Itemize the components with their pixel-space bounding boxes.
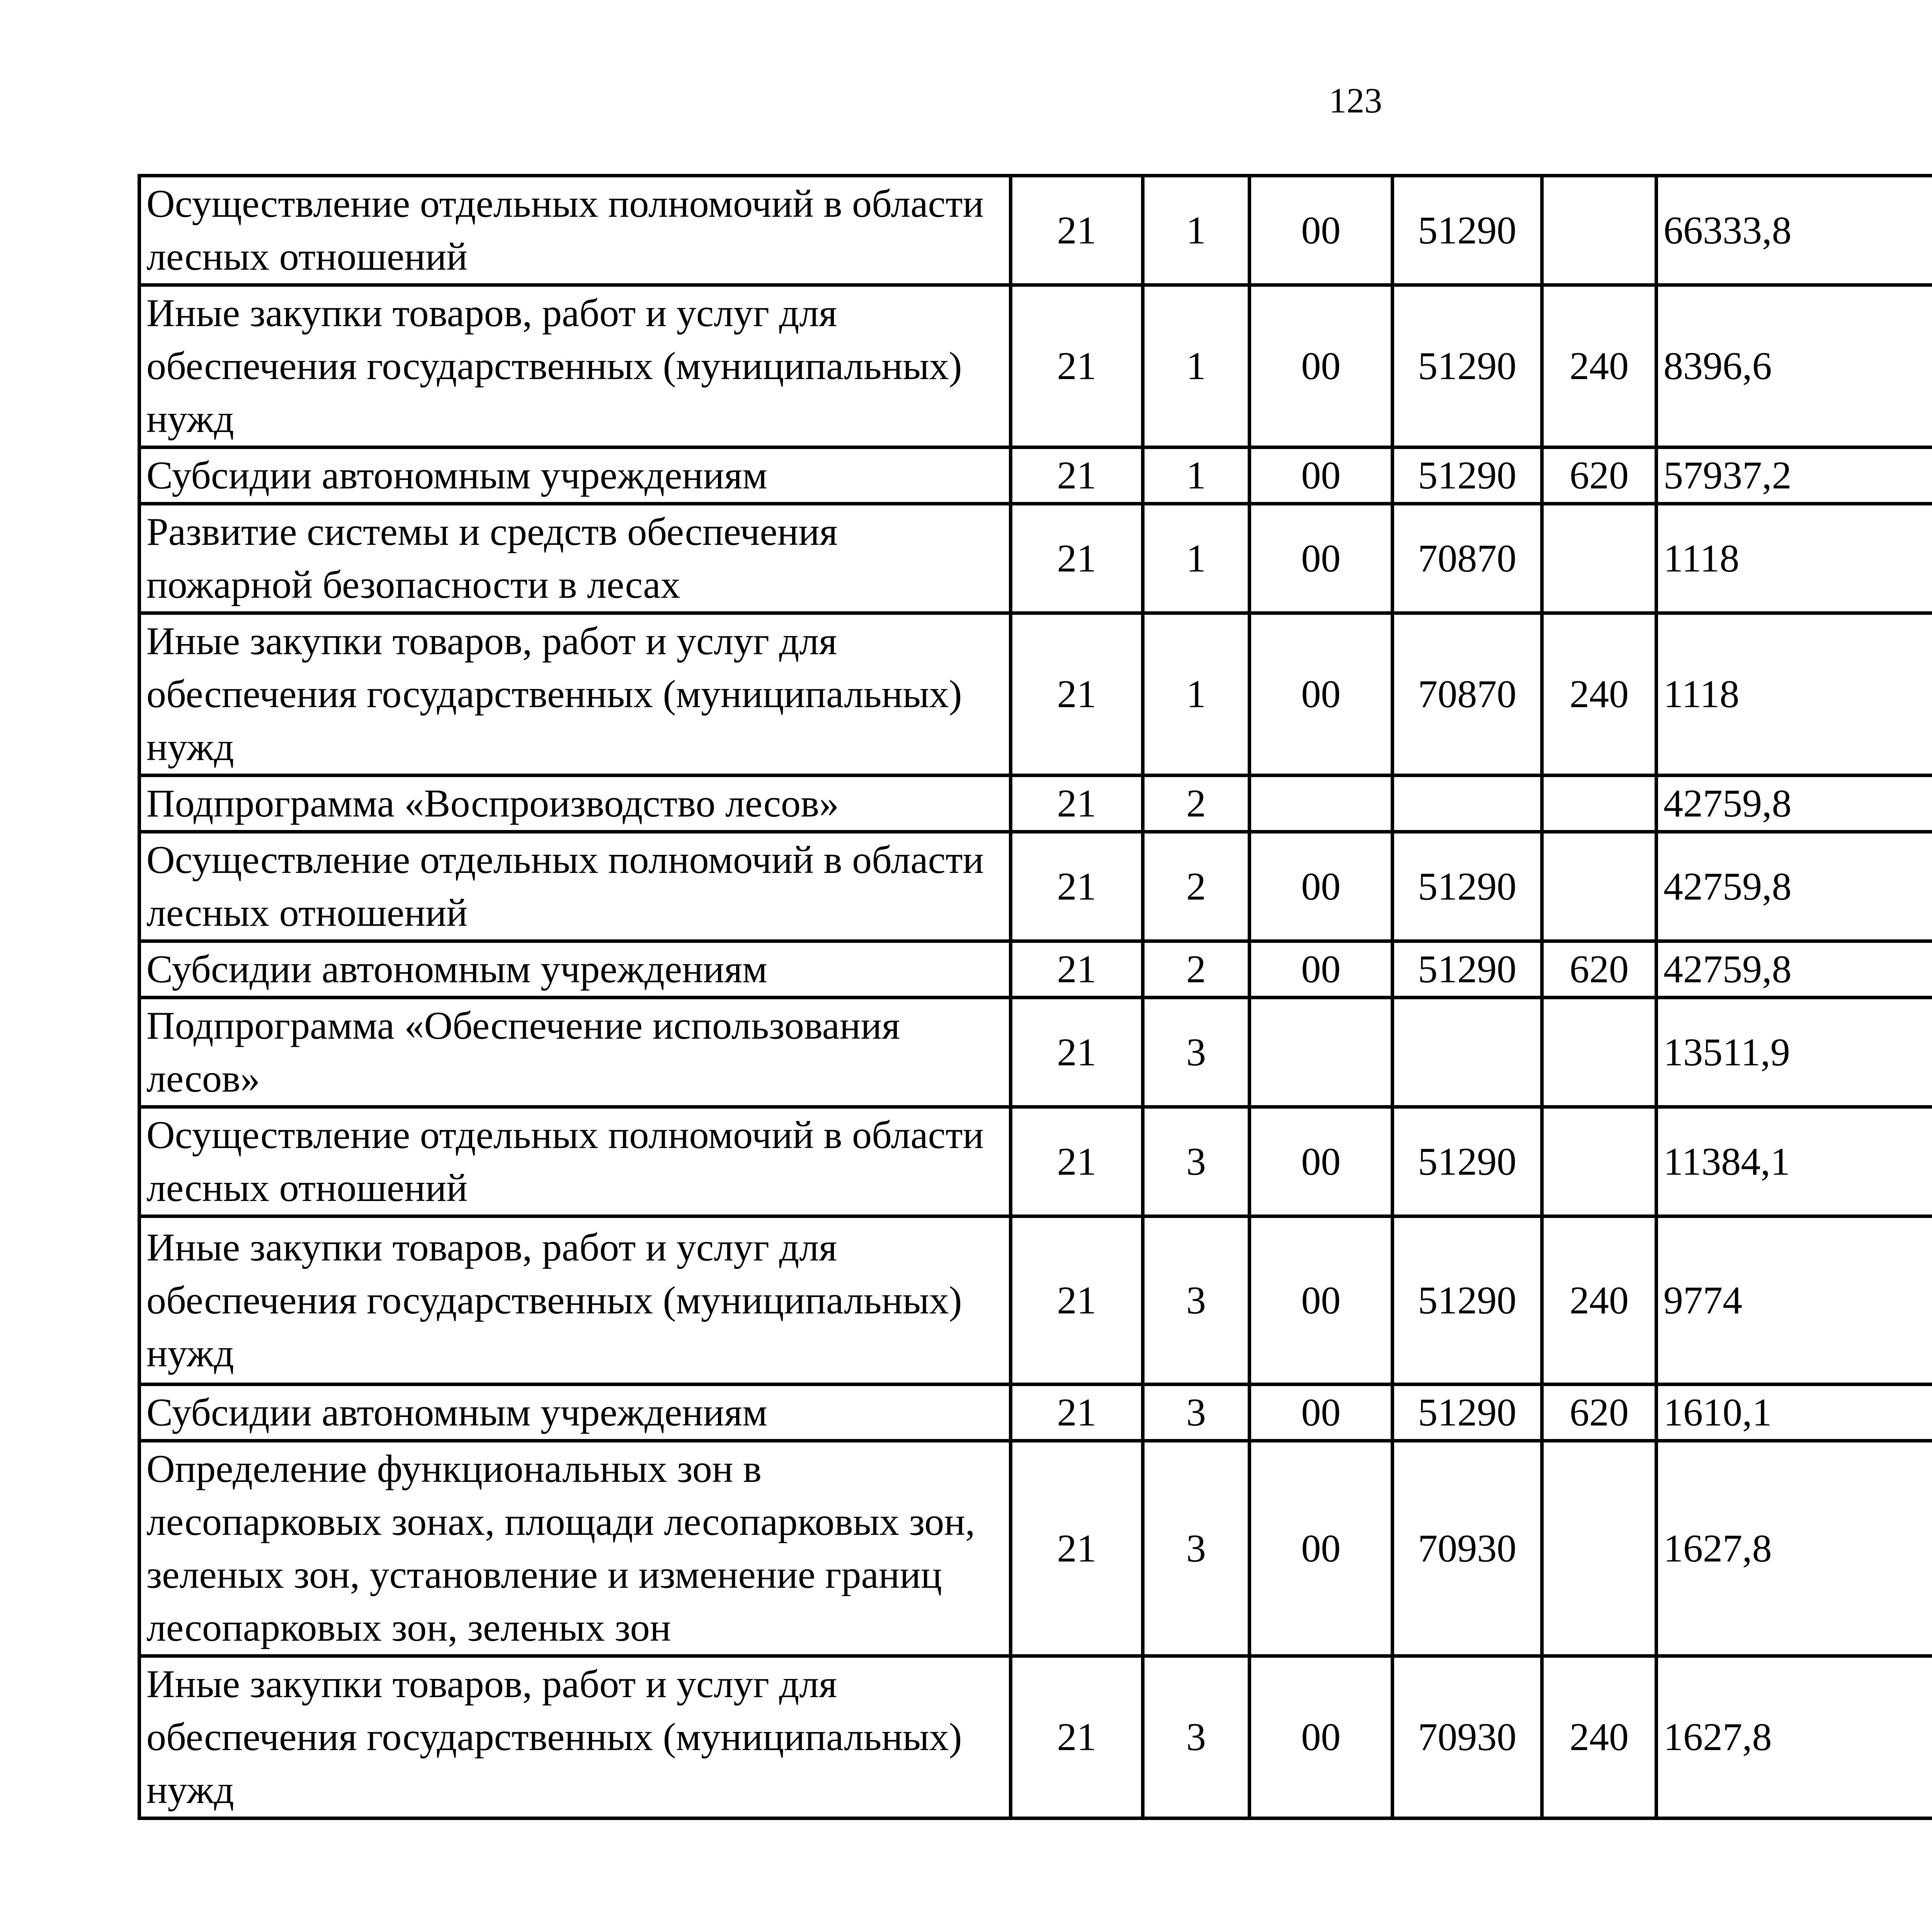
code-subprogram: 3 [1143,998,1250,1107]
code-subprogram: 1 [1143,176,1250,285]
amount-1: 66333,8 [1656,176,1932,285]
code-group: 00 [1250,1656,1393,1818]
table-row [139,1656,1932,1818]
code-group: 00 [1250,285,1393,447]
code-section: 21 [1011,941,1143,998]
code-expense-type: 240 [1542,1656,1656,1818]
code-item [1393,998,1542,1107]
row-name: Субсидии автономным учреждениям [139,941,1011,998]
code-subprogram: 1 [1143,613,1250,776]
amount-1: 8396,6 [1656,285,1932,447]
row-name: Иные закупки товаров, работ и услуг для обеспечения государственных (муниципальных) нужд [139,285,1011,447]
budget-table [138,174,1932,1820]
amount-1: 1627,8 [1656,1441,1932,1656]
amount-1: 9774 [1656,1216,1932,1385]
row-name: Иные закупки товаров, работ и услуг для обеспечения государственных (муниципальных) нужд [139,1216,1011,1385]
code-subprogram: 2 [1143,776,1250,832]
code-section: 21 [1011,1385,1143,1441]
code-group: 00 [1250,176,1393,285]
page-number: 123 [1329,81,1382,120]
table-row [139,776,1932,832]
code-expense-type [1542,776,1656,832]
amount-1: 42759,8 [1656,776,1932,832]
code-expense-type [1542,1107,1656,1216]
code-item: 51290 [1393,285,1542,447]
amount-1: 1118 [1656,613,1932,776]
table-row [139,998,1932,1107]
code-subprogram: 1 [1143,285,1250,447]
row-name: Осуществление отдельных полномочий в области лесных отношений [139,1107,1011,1216]
code-item: 51290 [1393,447,1542,504]
code-expense-type [1542,1441,1656,1656]
code-group: 00 [1250,941,1393,998]
code-group: 00 [1250,832,1393,941]
code-section: 21 [1011,1656,1143,1818]
code-group: 00 [1250,504,1393,613]
code-expense-type: 620 [1542,1385,1656,1441]
code-expense-type: 240 [1542,285,1656,447]
code-group: 00 [1250,447,1393,504]
table-row [139,285,1932,447]
code-section: 21 [1011,832,1143,941]
amount-1: 13511,9 [1656,998,1932,1107]
amount-1: 1610,1 [1656,1385,1932,1441]
code-item: 51290 [1393,941,1542,998]
amount-1: 42759,8 [1656,941,1932,998]
table-row [139,1107,1932,1216]
code-section: 21 [1011,285,1143,447]
code-section: 21 [1011,1107,1143,1216]
code-section: 21 [1011,447,1143,504]
code-section: 21 [1011,176,1143,285]
code-item [1393,776,1542,832]
code-group: 00 [1250,1107,1393,1216]
amount-1: 11384,1 [1656,1107,1932,1216]
row-name: Подпрограмма «Обеспечение использования лесов» [139,998,1011,1107]
table-row [139,941,1932,998]
code-item: 70930 [1393,1441,1542,1656]
code-section: 21 [1011,998,1143,1107]
code-subprogram: 1 [1143,447,1250,504]
table-row [139,504,1932,613]
code-expense-type [1542,176,1656,285]
amount-1: 1627,8 [1656,1656,1932,1818]
table-row [139,613,1932,776]
code-expense-type: 240 [1542,1216,1656,1385]
code-group: 00 [1250,613,1393,776]
code-section: 21 [1011,504,1143,613]
row-name: Субсидии автономным учреждениям [139,1385,1011,1441]
code-item: 51290 [1393,832,1542,941]
amount-1: 57937,2 [1656,447,1932,504]
code-section: 21 [1011,613,1143,776]
code-group: 00 [1250,1216,1393,1385]
table-row [139,176,1932,285]
code-item: 51290 [1393,176,1542,285]
code-expense-type: 620 [1542,941,1656,998]
code-section: 21 [1011,776,1143,832]
code-expense-type [1542,832,1656,941]
code-item: 70870 [1393,613,1542,776]
row-name: Развитие системы и средств обеспечения пожарной безопасности в лесах [139,504,1011,613]
amount-1: 42759,8 [1656,832,1932,941]
code-expense-type [1542,998,1656,1107]
table-row [139,1216,1932,1385]
row-name: Субсидии автономным учреждениям [139,447,1011,504]
table-row [139,447,1932,504]
code-group [1250,776,1393,832]
table-body [139,176,1932,1818]
code-section: 21 [1011,1216,1143,1385]
code-subprogram: 2 [1143,832,1250,941]
code-item: 70930 [1393,1656,1542,1818]
table-row [139,832,1932,941]
row-name: Осуществление отдельных полномочий в области лесных отношений [139,176,1011,285]
code-subprogram: 3 [1143,1107,1250,1216]
code-item: 70870 [1393,504,1542,613]
code-item: 51290 [1393,1216,1542,1385]
row-name: Подпрограмма «Воспроизводство лесов» [139,776,1011,832]
code-item: 51290 [1393,1107,1542,1216]
code-section: 21 [1011,1441,1143,1656]
code-subprogram: 3 [1143,1656,1250,1818]
code-subprogram: 3 [1143,1441,1250,1656]
row-name: Определение функциональных зон в лесопарковых зонах, площади лесопарковых зон, зеленых зон, установление и изменение границ лесопарковых зон, зеленых зон [139,1441,1011,1656]
amount-1: 1118 [1656,504,1932,613]
code-group [1250,998,1393,1107]
row-name: Иные закупки товаров, работ и услуг для обеспечения государственных (муниципальных) нужд [139,613,1011,776]
code-subprogram: 1 [1143,504,1250,613]
code-expense-type: 620 [1542,447,1656,504]
table-row [139,1385,1932,1441]
row-name: Осуществление отдельных полномочий в области лесных отношений [139,832,1011,941]
code-expense-type [1542,504,1656,613]
table-row [139,1441,1932,1656]
code-group: 00 [1250,1385,1393,1441]
code-subprogram: 2 [1143,941,1250,998]
code-expense-type: 240 [1542,613,1656,776]
code-group: 00 [1250,1441,1393,1656]
code-item: 51290 [1393,1385,1542,1441]
code-subprogram: 3 [1143,1216,1250,1385]
code-subprogram: 3 [1143,1385,1250,1441]
row-name: Иные закупки товаров, работ и услуг для обеспечения государственных (муниципальных) нужд [139,1656,1011,1818]
